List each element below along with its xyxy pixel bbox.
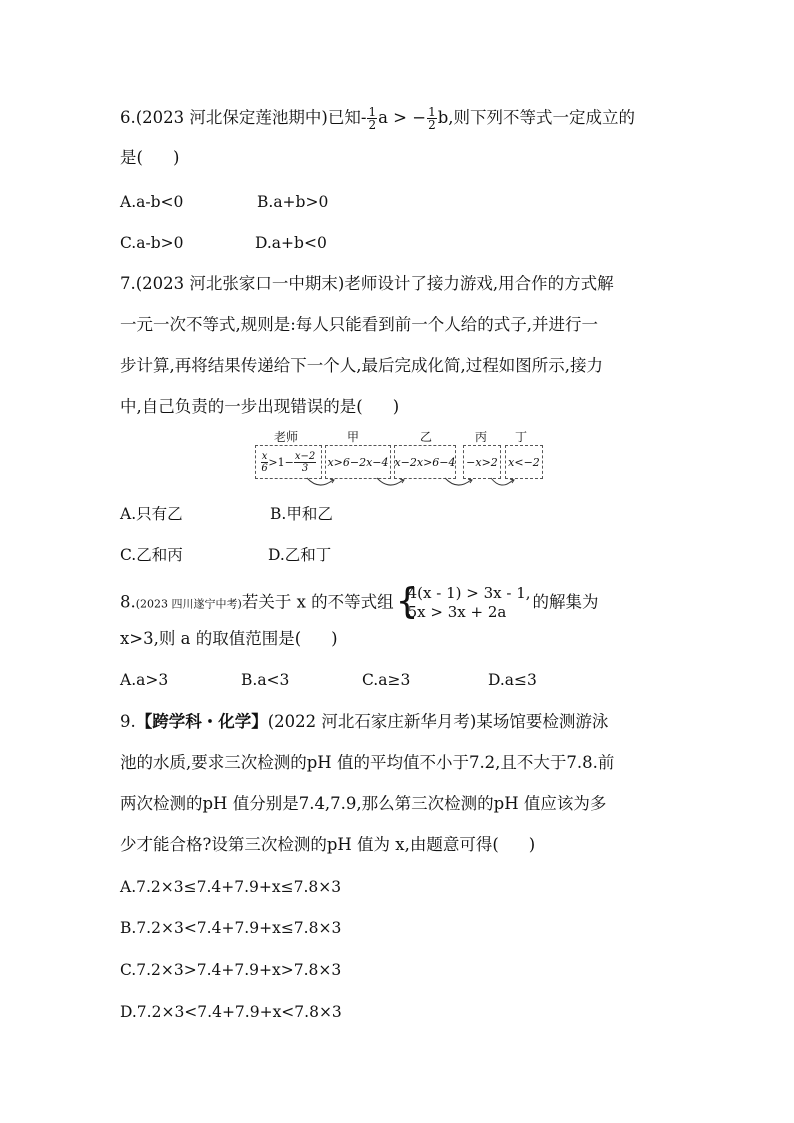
q6-option-d[interactable]: D.a+b<0 (255, 234, 327, 252)
q9-stem-line2: 池的水质,要求三次检测的pH 值的平均值不小于7.2,且不大于7.8.前 (120, 753, 615, 772)
q7-stem-line3: 步计算,再将结果传递给下一个人,最后完成化简,过程如图所示,接力 (120, 356, 603, 375)
q6-stem-line1: 6.(2023 河北保定莲池期中)已知- $\frac{1}{2}$ a > − $\frac{1}{2}$ b,则下列不等式一定成立的 (120, 105, 636, 132)
jia-box: x>6−2x−4 (325, 445, 391, 479)
q8-option-c[interactable]: C.a≥3 (362, 671, 411, 689)
label-teacher: 老师 (274, 430, 299, 444)
q6-option-c[interactable]: C.a-b>0 (120, 234, 184, 252)
q7-option-c[interactable]: C.乙和丙 (120, 546, 183, 564)
q6-option-b[interactable]: B.a+b>0 (257, 193, 329, 211)
label-bing: 丙 (475, 430, 488, 444)
q9-option-b[interactable]: B.7.2×3<7.4+7.9+x≤7.8×3 (120, 919, 342, 937)
q6-stem-line2: 是( ) (120, 148, 180, 167)
pass-arrows (255, 476, 545, 492)
q6-option-a[interactable]: A.a-b<0 (120, 193, 184, 211)
q9-option-d[interactable]: D.7.2×3<7.4+7.9+x<7.8×3 (120, 1003, 342, 1021)
q7-option-a[interactable]: A.只有乙 (120, 505, 183, 523)
ding-box: x<−2 (505, 445, 543, 479)
q8-source: (2023 四川遂宁中考) (135, 597, 242, 611)
teacher-box: x 6 >1− $\frac{x-2}{3}$ (255, 445, 322, 479)
q9-stem-line1: 9.【跨学科・化学】(2022 河北石家庄新华月考)某场馆要检测游泳 (120, 712, 609, 731)
q9-stem-line4: 少才能合格?设第三次检测的pH 值为 x,由题意可得( ) (120, 835, 536, 854)
q7-option-b[interactable]: B.甲和乙 (270, 505, 333, 523)
fraction-half-a: $\frac{1}{2}$ (368, 105, 377, 132)
label-yi: 乙 (420, 430, 433, 444)
q9-stem-line3: 两次检测的pH 值分别是7.4,7.9,那么第三次检测的pH 值应该为多 (120, 794, 607, 813)
q8-option-a[interactable]: A.a>3 (120, 671, 169, 689)
yi-box: x−2x>6−4 (394, 445, 456, 479)
label-ding: 丁 (515, 430, 528, 444)
inequality-system: { 4(x - 1) > 3x - 1, 5x > 3x + 2a (395, 581, 531, 622)
q9-option-a[interactable]: A.7.2×3≤7.4+7.9+x≤7.8×3 (120, 878, 342, 896)
q7-stem-line4: 中,自己负责的一步出现错误的是( ) (120, 397, 400, 416)
q9-tag: 【跨学科・化学】 (135, 712, 268, 731)
q9-option-c[interactable]: C.7.2×3>7.4+7.9+x>7.8×3 (120, 961, 342, 979)
q7-stem-line2: 一元一次不等式,规则是:每人只能看到前一个人给的式子,并进行一 (120, 315, 599, 334)
fraction-half-b: $\frac{1}{2}$ (428, 105, 436, 132)
label-jia: 甲 (347, 430, 360, 444)
q8-stem-line1: 8.(2023 四川遂宁中考)若关于 x 的不等式组 { 4(x - 1) > 3x - 1, 5x > 3x + 2a 的解集为 (120, 581, 599, 622)
relay-diagram (255, 428, 545, 492)
q7-option-d[interactable]: D.乙和丁 (268, 546, 332, 564)
q8-option-b[interactable]: B.a<3 (241, 671, 290, 689)
q8-stem-line2: x>3,则 a 的取值范围是( ) (120, 629, 338, 648)
q8-option-d[interactable]: D.a≤3 (488, 671, 537, 689)
q7-stem-line1: 7.(2023 河北张家口一中期末)老师设计了接力游戏,用合作的方式解 (120, 274, 614, 293)
bing-box: −x>2 (463, 445, 501, 479)
